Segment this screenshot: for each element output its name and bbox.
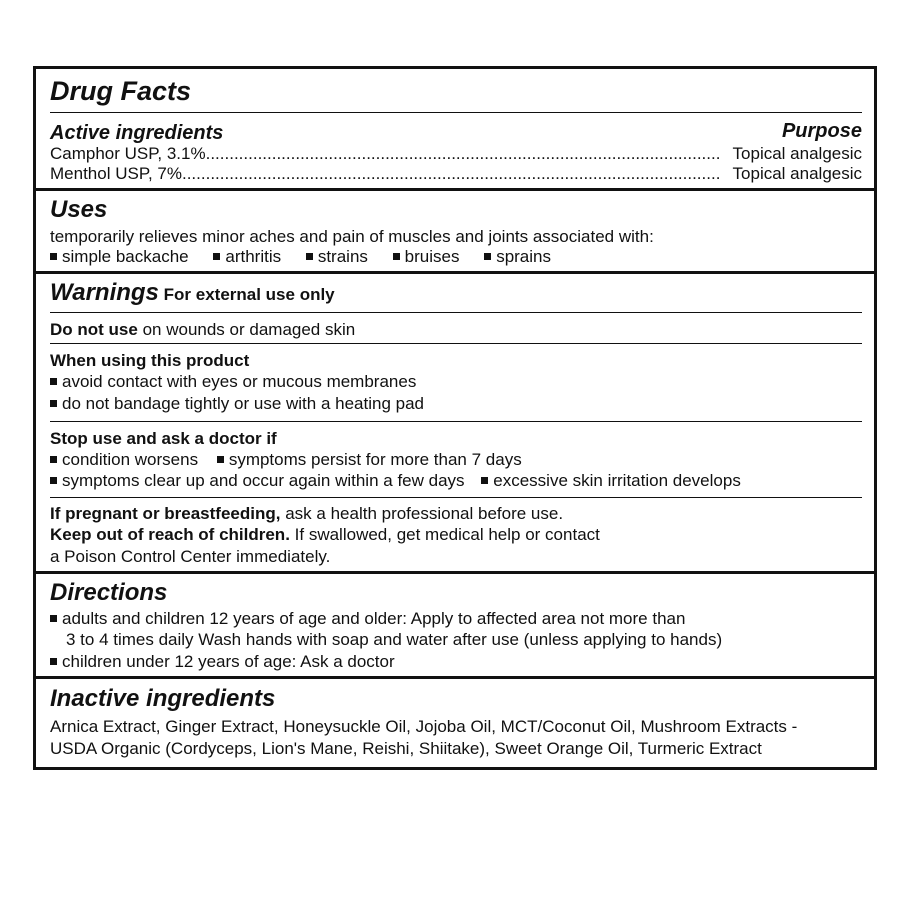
ingredient-name: Camphor USP, 3.1% bbox=[50, 144, 206, 163]
keep-out-warning-cont: a Poison Control Center immediately. bbox=[50, 547, 331, 566]
pregnant-warning: If pregnant or breastfeeding, ask a health professional before use. bbox=[50, 504, 564, 523]
bullet-icon bbox=[217, 456, 224, 463]
bullet-icon bbox=[393, 253, 400, 260]
dot-leader bbox=[206, 144, 719, 164]
bullet-icon bbox=[50, 615, 57, 622]
divider bbox=[50, 312, 862, 313]
use-item: bruises bbox=[404, 247, 460, 266]
inactive-ingredients-text: USDA Organic (Cordyceps, Lion's Mane, Reishi, Shiitake), Sweet Orange Oil, Turmeric Extract bbox=[50, 739, 762, 758]
use-item: simple backache bbox=[62, 247, 189, 266]
inactive-ingredients-header: Inactive ingredients bbox=[50, 685, 276, 712]
bullet-icon bbox=[213, 253, 220, 260]
bullet-icon bbox=[50, 477, 57, 484]
directions-item: children under 12 years of age: Ask a doctor bbox=[50, 652, 395, 672]
when-using-item: avoid contact with eyes or mucous membranes bbox=[50, 372, 416, 392]
stop-use-items: condition worsens symptoms persist for more than 7 days bbox=[50, 450, 522, 470]
stop-use-header: Stop use and ask a doctor if bbox=[50, 429, 277, 448]
directions-item: adults and children 12 years of age and older: Apply to affected area not more than bbox=[50, 609, 685, 629]
stop-use-items: symptoms clear up and occur again within a few days excessive skin irritation develops bbox=[50, 471, 741, 491]
drug-facts-panel bbox=[33, 66, 877, 770]
use-item: sprains bbox=[496, 247, 551, 266]
directions-header: Directions bbox=[50, 579, 168, 606]
divider bbox=[50, 112, 862, 113]
bullet-icon bbox=[50, 658, 57, 665]
ingredient-purpose: Topical analgesic bbox=[732, 144, 862, 163]
bullet-icon bbox=[484, 253, 491, 260]
section-divider bbox=[36, 271, 874, 274]
active-ingredient-row bbox=[50, 164, 862, 184]
active-ingredients-header: Active ingredients bbox=[50, 122, 224, 144]
do-not-use-label: Do not use bbox=[50, 320, 138, 339]
external-use-note: For external use only bbox=[163, 285, 335, 304]
section-divider bbox=[36, 571, 874, 574]
uses-bullets bbox=[50, 247, 551, 267]
bullet-icon bbox=[50, 253, 57, 260]
when-using-header: When using this product bbox=[50, 351, 250, 370]
uses-text: temporarily relieves minor aches and pain of muscles and joints associated with: bbox=[50, 227, 654, 246]
dot-leader bbox=[182, 164, 719, 184]
divider bbox=[50, 421, 862, 422]
section-divider bbox=[36, 676, 874, 679]
drug-facts-title: Drug Facts bbox=[50, 76, 192, 106]
bullet-icon bbox=[306, 253, 313, 260]
when-using-item: do not bandage tightly or use with a heating pad bbox=[50, 394, 424, 414]
purpose-header: Purpose bbox=[781, 120, 862, 142]
section-divider bbox=[36, 188, 874, 191]
do-not-use bbox=[50, 320, 355, 340]
ingredient-name: Menthol USP, 7% bbox=[50, 164, 182, 183]
warnings-header: Warnings bbox=[50, 279, 159, 306]
warnings-heading bbox=[50, 279, 335, 309]
keep-out-warning: Keep out of reach of children. If swallowed, get medical help or contact bbox=[50, 525, 600, 544]
bullet-icon bbox=[50, 378, 57, 385]
inactive-ingredients-text: Arnica Extract, Ginger Extract, Honeysuckle Oil, Jojoba Oil, MCT/Coconut Oil, Mushroom Extracts - bbox=[50, 717, 798, 736]
do-not-use-text: on wounds or damaged skin bbox=[142, 320, 356, 339]
bullet-icon bbox=[50, 456, 57, 463]
divider bbox=[50, 343, 862, 344]
ingredient-purpose: Topical analgesic bbox=[732, 164, 862, 183]
bullet-icon bbox=[50, 400, 57, 407]
uses-header: Uses bbox=[50, 196, 108, 223]
use-item: arthritis bbox=[225, 247, 282, 266]
active-ingredient-row bbox=[50, 144, 862, 164]
divider bbox=[50, 497, 862, 498]
bullet-icon bbox=[481, 477, 488, 484]
directions-item-cont: 3 to 4 times daily Wash hands with soap and water after use (unless applying to hands) bbox=[66, 630, 723, 649]
use-item: strains bbox=[317, 247, 368, 266]
